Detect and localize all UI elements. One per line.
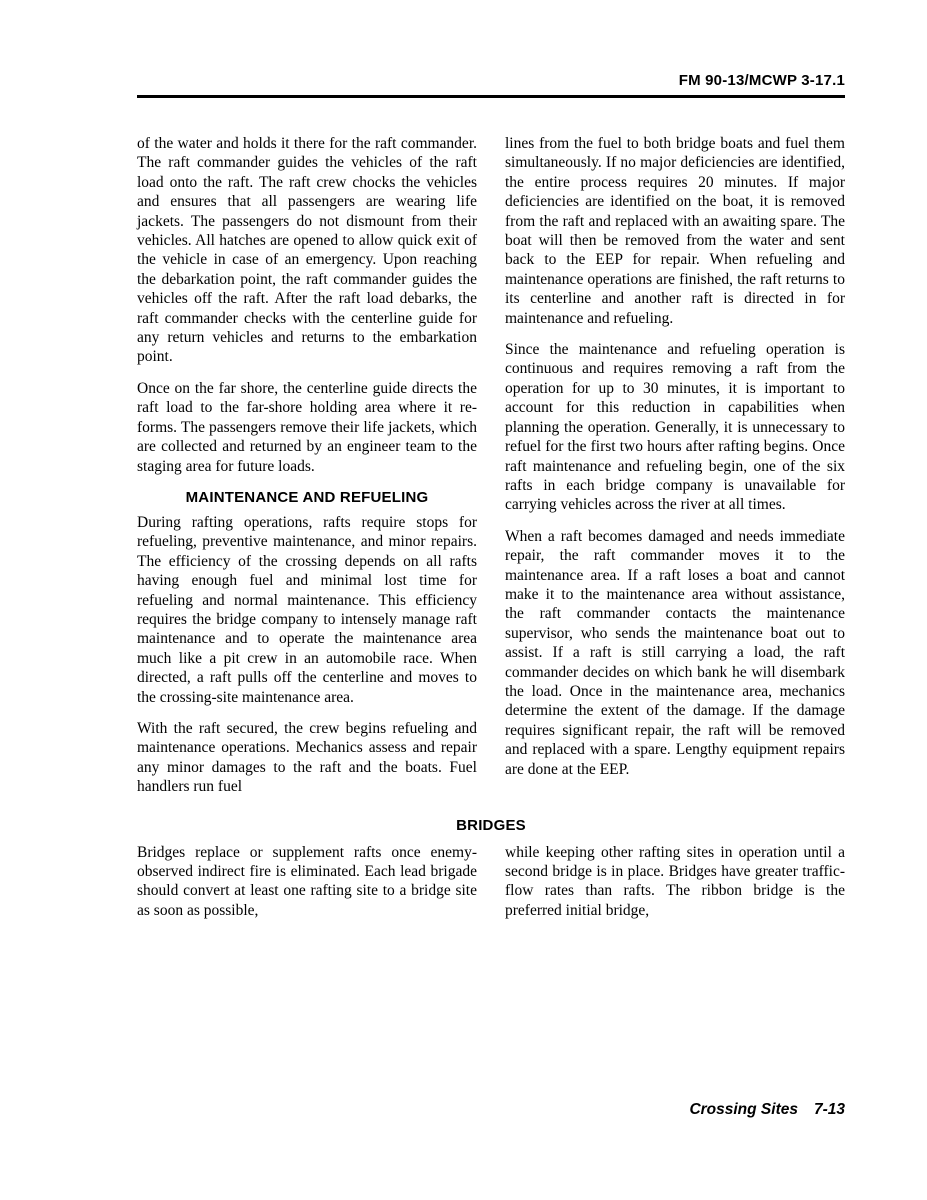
header-rule (137, 95, 845, 98)
footer-page-number: 7-13 (813, 1101, 845, 1118)
paragraph: Bridges replace or supplement rafts once enemy-observed indirect fire is eliminated. Each lead brigade should convert at least one rafting site to a bridge site as soon as possible, (137, 843, 477, 919)
paragraph: When a raft becomes damaged and needs immediate repair, the raft commander moves it to the maintenance area. If a raft loses a boat and cannot make it to the maintenance area without assistance, the raft commander contacts the maintenance supervisor, who sends the maintenance boat out to assist. If a raft is still carrying a load, the raft commander decides on which bank he will disembark the load. Once in the maintenance area, mechanics determine the extent of the damage. If the damage requires significant repair, the raft will be removed and replaced with a spare. Lengthy equipment repairs are done at the EEP. (505, 527, 845, 778)
paragraph: while keeping other rafting sites in operation until a second bridge is in place. Bridges have greater traffic-flow rates than rafts. The ribbon bridge is the preferred initial bridge, (505, 843, 845, 919)
bridges-left-column (137, 843, 477, 933)
page-footer (689, 1101, 845, 1119)
document-id: FM 90-13/MCWP 3-17.1 (678, 72, 845, 89)
document-body (137, 134, 845, 932)
footer-section-title: Crossing Sites (689, 1101, 798, 1118)
paragraph: lines from the fuel to both bridge boats and fuel them simultaneously. If no major deficiencies are identified, the entire process requires 20 minutes. If major deficiencies are identified on the boat, it is removed from the raft and replaced with an awaiting spare. The boat will then be removed from the water and sent back to the EEP for repair. When refueling and maintenance operations are finished, the raft returns to its centerline and another raft is directed in for maintenance and refueling. (505, 135, 845, 327)
page-header (137, 0, 845, 98)
bridges-two-column-layout (137, 843, 845, 933)
left-column (137, 134, 477, 809)
two-column-layout (137, 134, 845, 809)
right-column (505, 134, 845, 809)
paragraph: With the raft secured, the crew begins refueling and maintenance operations. Mechanics assess and repair any minor damages to the raft and the boats. Fuel handlers run fuel (137, 719, 477, 796)
paragraph: Since the maintenance and refueling operation is continuous and requires removing a raft from the operation for up to 30 minutes, it is important to account for this reduction in capabilities when planning the operation. Generally, it is unnecessary to refuel for the first two hours after rafting begins. Once raft maintenance and refueling begin, one of the six rafts in each bridge company is unavailable for carrying vehicles across the river at all times. (505, 341, 845, 514)
section-heading-maintenance-and-refueling: MAINTENANCE AND REFUELING (185, 488, 429, 506)
bridges-section (137, 817, 845, 933)
paragraph: Once on the far shore, the centerline guide directs the raft load to the far-shore holding area where it re-forms. The passengers remove their life jackets, which are collected and returned by an engineer team to the staging area for future loads. (137, 379, 477, 475)
bridges-right-column (505, 843, 845, 933)
paragraph: of the water and holds it there for the raft commander. The raft commander guides the vehicles of the raft load onto the raft. The raft crew chocks the vehicles and ensures that all passengers are wearing life jackets. The passengers do not dismount from their vehicles. All hatches are opened to allow quick exit of the vehicle in case of an emergency. Upon reaching the debarkation point, the raft commander guides the vehicles off the raft. After the raft load debarks, the raft commander checks with the centerline guide for any return vehicles and returns to the embarkation point. (137, 135, 477, 366)
page-content (137, 0, 845, 932)
paragraph: During rafting operations, rafts require stops for refueling, preventive maintenance, and minor repairs. The efficiency of the crossing depends on all rafts having enough fuel and minimal lost time for refueling and normal maintenance. This efficiency requires the bridge company to intensely manage raft maintenance and to operate the maintenance area much like a pit crew in an automobile race. When directed, a raft pulls off the centerline and moves to the crossing-site maintenance area. (137, 513, 477, 706)
section-heading-bridges: BRIDGES (456, 816, 526, 834)
